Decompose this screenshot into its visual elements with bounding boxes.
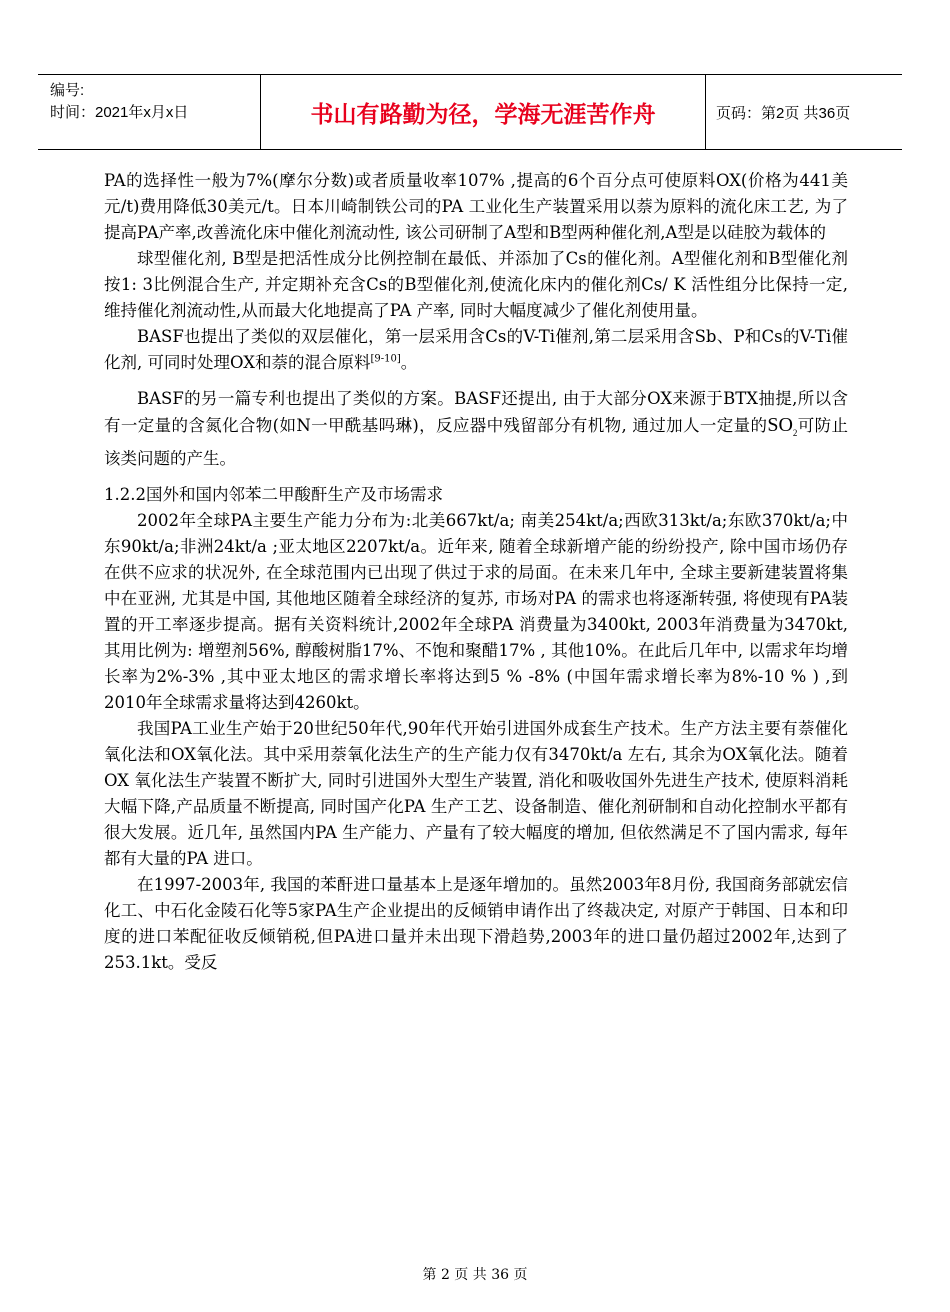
- page-header: [38, 74, 902, 150]
- page-footer: 第 2 页 共 36 页: [422, 1267, 528, 1283]
- paragraph-5: 2002年全球PA主要生产能力分布为:北美667kt/a; 南美254kt/a;西欧313kt/a;东欧370kt/a;中东90kt/a;非洲24kt/a ;亚太地区2207kt/a。近年来, 随着全球新增产能的纷纷投产, 除中国市场仍存在供不应求的状况外, 在全球范围内已出现了供过于求的局面。在未来几年中, 全球主要新建装置将集中在亚洲, 尤其是中国, 其他地区随着全球经济的复苏, 市场对PA 的需求也将逐渐转强, 将使现有PA装置的开工率逐步提高。据有关资料统计,2002年全球PA 消费量为3400kt, 2003年消费量为3470kt, 其用比例为: 增塑剂56%, 醇酸树脂17%、不饱和聚醋17% , 其他10%。在此后几年中, 以需求年均增长率为2%-3% ,其中亚太地区的需求增长率将达到5 % -8% (中国年需求增长率为8%-10 % ) ,到2010年全球需求量将达到4260kt。: [104, 511, 848, 712]
- paragraph-6: 我国PA工业生产始于20世纪50年代,90年代开始引进国外成套生产技术。生产方法主要有萘催化氧化法和OX氧化法。其中采用萘氧化法生产的生产能力仅有3470kt/a 左右, 其余为OX氧化法。随着OX 氧化法生产装置不断扩大, 同时引进国外大型生产装置, 消化和吸收国外先进生产技术, 使原料消耗大幅下降,产品质量不断提高, 同时国产化PA 生产工艺、设备制造、催化剂研制和自动化控制水平都有很大发展。近几年, 虽然国内PA 生产能力、产量有了较大幅度的增加, 但依然满足不了国内需求, 每年都有大量的PA 进口。: [104, 719, 848, 868]
- section-heading: 1.2.2国外和国内邻苯二甲酸酐生产及市场需求: [104, 485, 443, 504]
- citation-ref: [9-10]: [370, 353, 401, 365]
- paragraph-4-end: 可防止该类问题的产生。: [104, 416, 849, 468]
- header-page-label: 页码：第2页 共36页: [716, 104, 851, 122]
- header-info: [38, 75, 260, 149]
- header-motto: 书山有路勤为径，学海无涯苦作舟: [260, 75, 706, 149]
- formula-subscript: 2: [792, 428, 798, 438]
- so2-formula: [767, 414, 797, 436]
- paragraph-3-end: 。: [400, 353, 418, 372]
- formula-main: SO: [767, 414, 793, 436]
- paragraph-4-text: BASF的另一篇专利也提出了类似的方案。BASF还提出, 由于大部分OX来源于BTX抽提,所以含有一定量的含氮化合物(如N一甲酰基吗琳)，反应器中残留部分有机物, 通过加人一定量的: [104, 389, 848, 435]
- code-label: 编号:: [50, 82, 85, 99]
- paragraph-7: 在1997-2003年, 我国的苯酐进口量基本上是逐年增加的。虽然2003年8月份, 我国商务部就宏信化工、中石化金陵石化等5家PA生产企业提出的反倾销申请作出了终裁决定, 对原产于韩国、日本和印度的进口苯配征收反倾销税,但PA进口量并未出现下滑趋势,2003年的进口量仍超过2002年,达到了253.1kt。受反: [104, 875, 848, 972]
- document-body: [104, 168, 848, 976]
- paragraph-3: [104, 324, 848, 376]
- time-label: 时间：2021年x月x日: [50, 104, 189, 121]
- paragraph-2: 球型催化剂, B型是把活性成分比例控制在最低、并添加了Cs的催化剂。A型催化剂和B型催化剂按1: 3比例混合生产, 并定期补充含Cs的B型催化剂,使流化床内的催化剂Cs/ K 活性组分比保持一定, 维持催化剂流动性,从而最大化地提高了PA 产率, 同时大幅度减少了催化剂使用量。: [104, 249, 848, 320]
- paragraph-1: PA的选择性一般为7%(摩尔分数)或者质量收率107% ,提高的6个百分点可使原料OX(价格为441美元/t)费用降低30美元/t。日本川崎制铁公司的PA 工业化生产装置采用以萘为原料的流化床工艺, 为了提高PA产率,改善流化床中催化剂流动性, 该公司研制了A型和B型两种催化剂,A型是以硅胶为载体的: [104, 171, 848, 242]
- paragraph-3-text: BASF也提出了类似的双层催化，第一层采用含Cs的V-Ti催剂,第二层采用含Sb、P和Cs的V-Ti催化剂, 可同时处理OX和萘的混合原料: [104, 327, 848, 372]
- paragraph-4: [104, 386, 848, 472]
